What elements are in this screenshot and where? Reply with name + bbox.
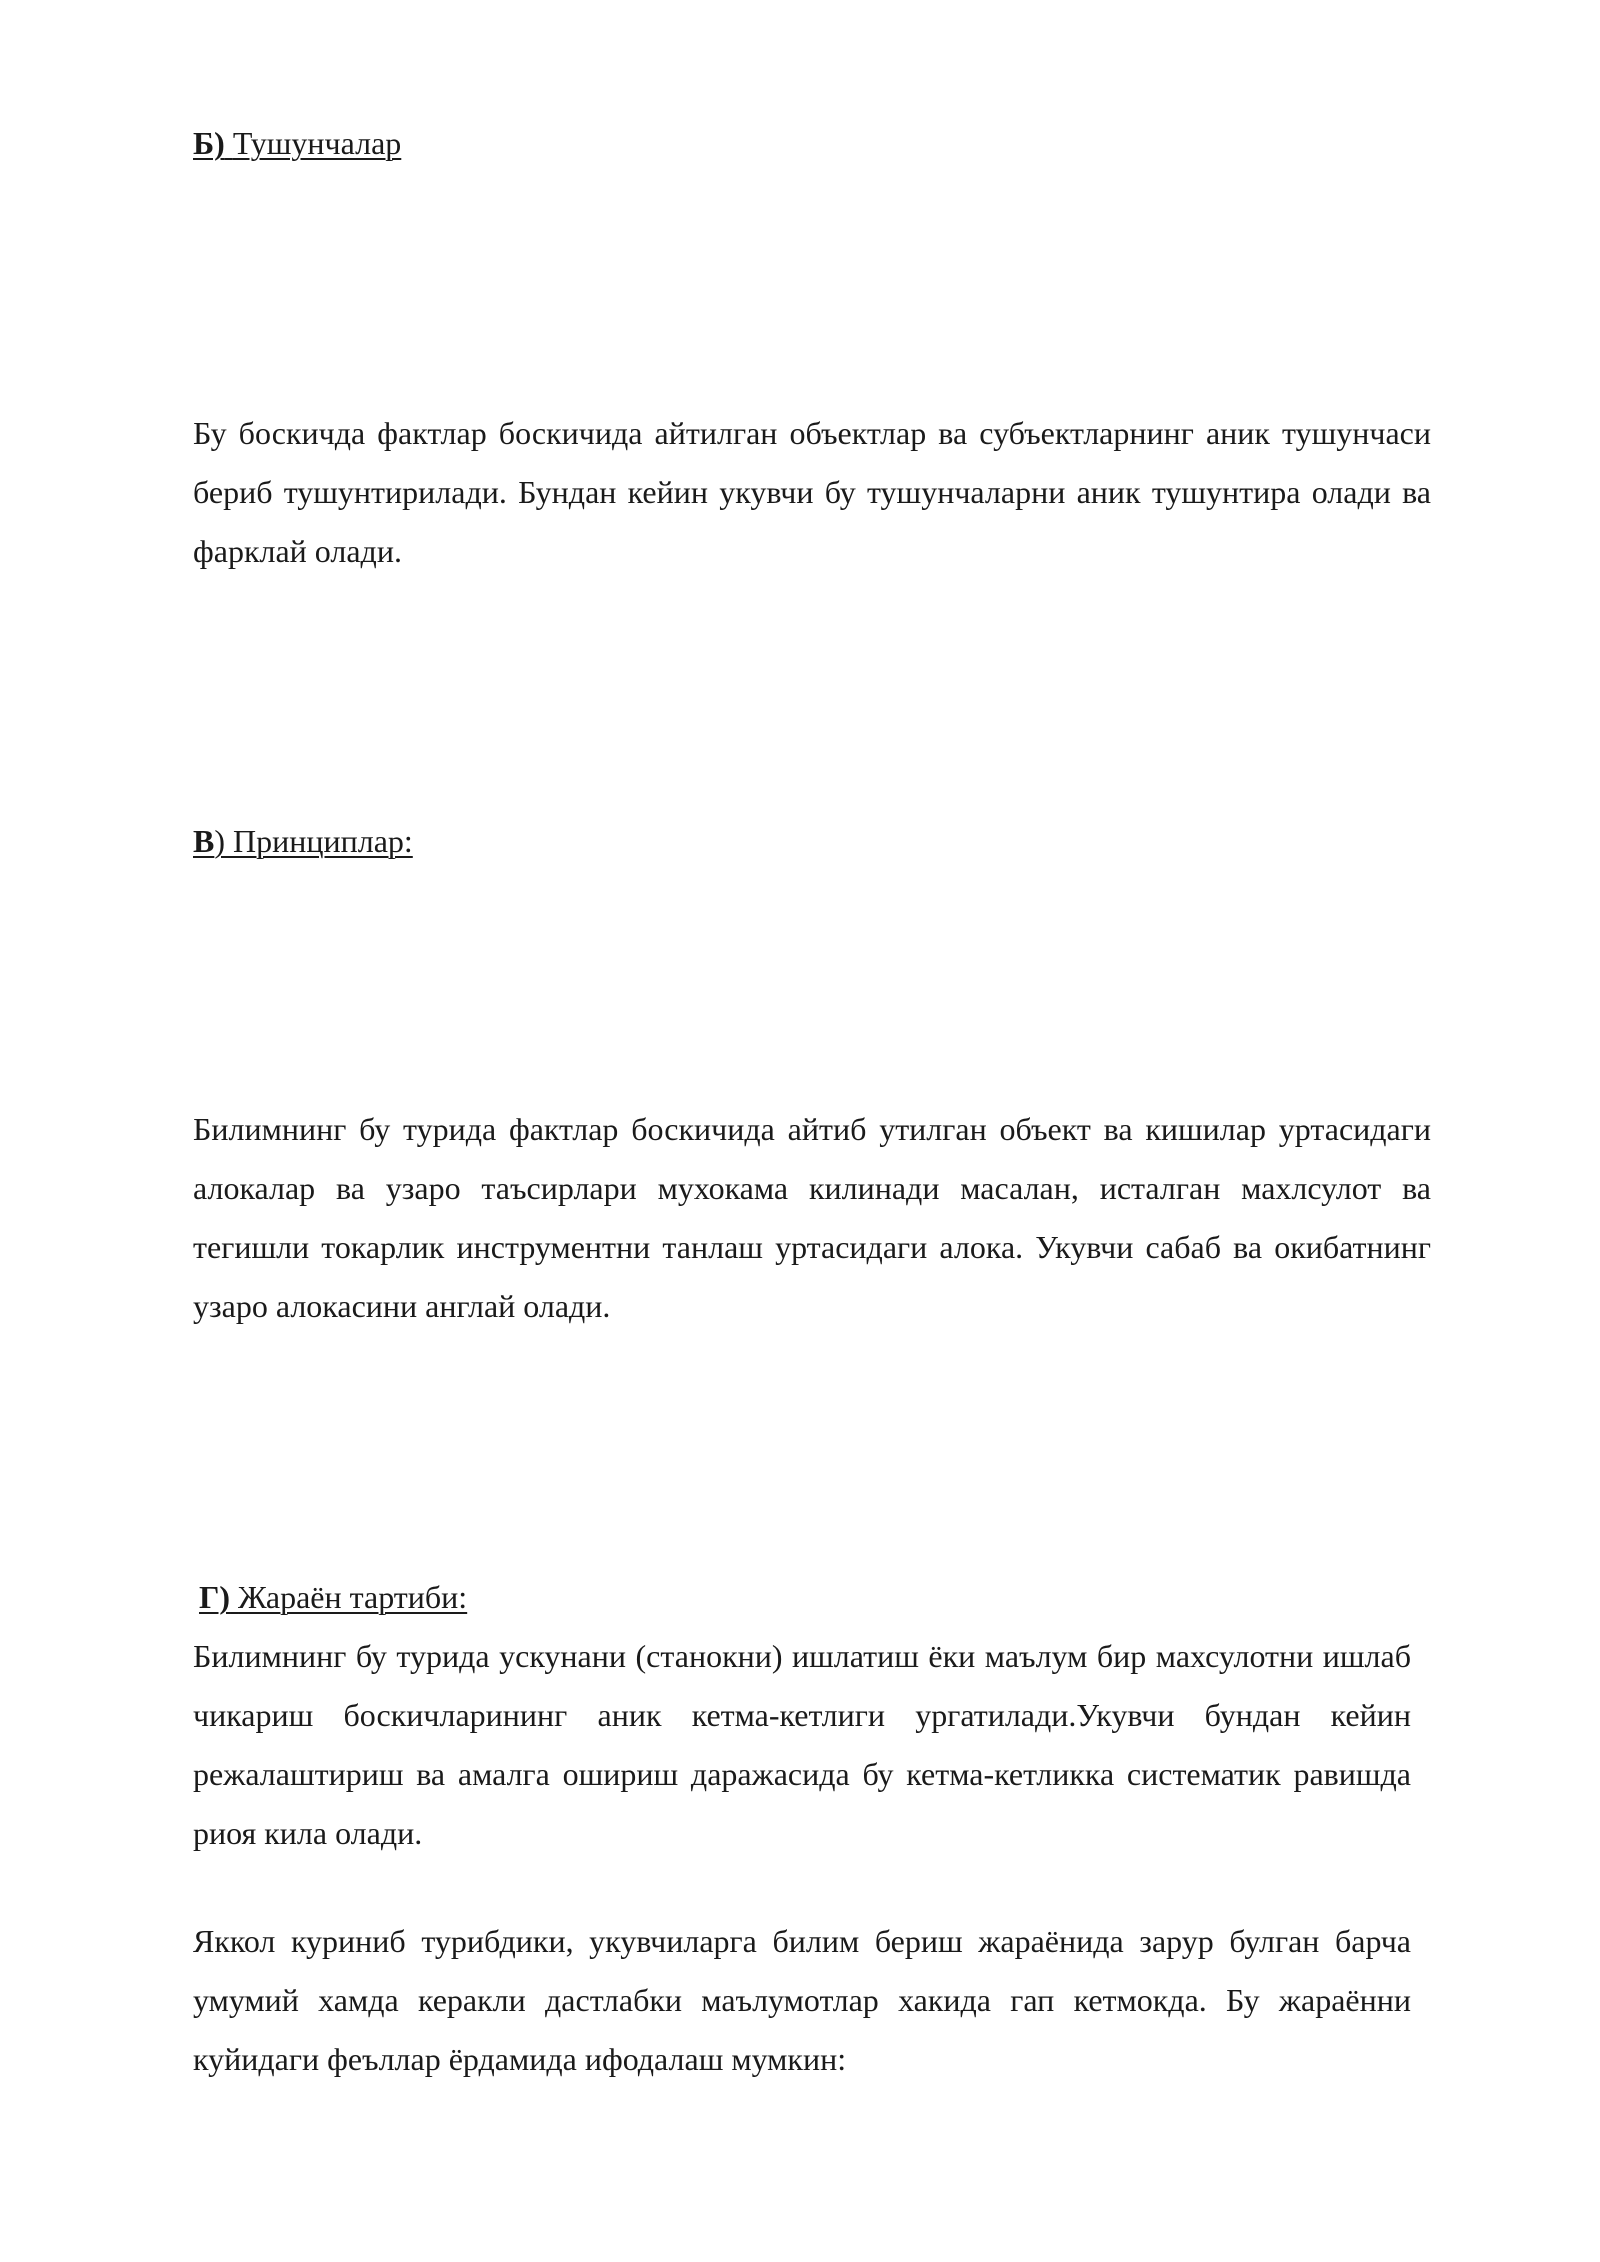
section-v-paragraph: Билимнинг бу турида фактлар боскичида айтиб утилган объект ва кишилар уртасидаги алокалар ва узаро таъсирлари мухокама килинади масалан, исталган махлсулот ва тегишли токарлик инструментни танлаш уртасидаги алока. Укувчи сабаб ва окибатнинг узаро алокасини англай олади. (193, 1111, 1431, 1324)
section-g-title: Жараён тартиби: (238, 1579, 468, 1615)
section-v-heading (193, 821, 413, 861)
section-b-heading (193, 123, 401, 163)
section-b-title: Тушунчалар (232, 125, 402, 161)
section-v-title: ) Принциплар: (214, 823, 413, 859)
section-g-heading (199, 1577, 467, 1617)
section-g-letter: Г) (199, 1579, 231, 1615)
section-v-letter: В (193, 823, 215, 859)
section-b-paragraph: Бу боскичда фактлар боскичида айтилган объектлар ва субъектларнинг аник тушунчаси бериб тушунтирилади. Бундан кейин укувчи бу тушунчаларни аник тушунтира олади ва фарклай олади. (193, 415, 1431, 569)
closing-paragraph: Яккол куриниб турибдики, укувчиларга билим бериш жараёнида зарур булган барча умумий хамда керакли дастлабки маълумотлар хакида гап кетмокда. Бу жараённи куйидаги феъллар ёрдамида ифодалаш мумкин: (193, 1923, 1411, 2077)
section-g-paragraph: Билимнинг бу турида ускунани (станокни) ишлатиш ёки маълум бир махсулотни ишлаб чикариш боскичларининг аник кетма-кетлиги ургатилади.Укувчи бундан кейин режалаштириш ва амалга ошириш даражасида бу кетма-кетликка систематик равишда риоя кила олади. (193, 1638, 1411, 1851)
section-b-letter: Б) (193, 125, 225, 161)
